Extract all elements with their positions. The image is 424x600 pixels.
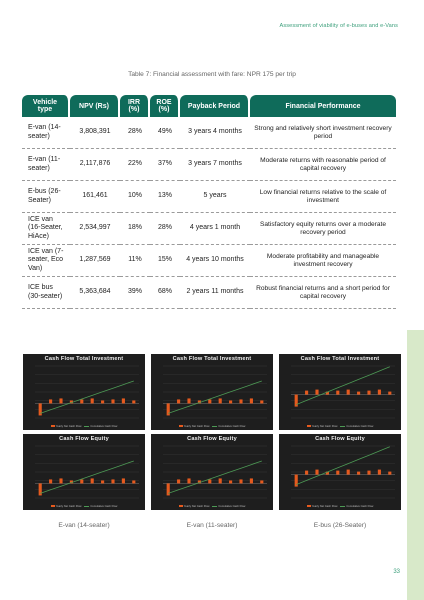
cell-irr: 10%: [120, 181, 150, 213]
cash-flow-bar: [367, 391, 370, 395]
table-row: [22, 117, 396, 149]
cash-flow-bar: [295, 395, 298, 407]
cash-flow-bar: [250, 478, 253, 483]
cumulative-cash-flow-line: [296, 367, 390, 405]
page-number: 33: [393, 569, 400, 575]
table-caption: Table 7: Financial assessment with fare: NPR 175 per trip: [128, 71, 296, 78]
chart-plot: [151, 434, 273, 510]
cell-performance: Moderate returns with reasonable period of capital recovery: [250, 149, 396, 181]
chart-title: Cash Flow Total Investment: [172, 356, 252, 362]
legend-bar-swatch: [307, 425, 311, 427]
cash-flow-bar: [295, 475, 298, 487]
cell-payback: 3 years 4 months: [180, 117, 250, 149]
cell-performance: Low financial returns relative to the scale of investment: [250, 181, 396, 213]
cash-flow-bar: [260, 400, 263, 403]
chart-legend: [151, 425, 273, 428]
legend-line-swatch: [212, 426, 217, 427]
legend-bar-label: Yearly Net Cash Flow: [183, 505, 210, 508]
cumulative-cash-flow-line: [296, 447, 390, 485]
cash-flow-bar: [39, 483, 42, 495]
legend-bar-label: Yearly Net Cash Flow: [55, 505, 82, 508]
header-payback: Payback Period: [180, 95, 250, 117]
legend-line-swatch: [84, 506, 89, 507]
cell-payback: 3 years 7 months: [180, 149, 250, 181]
cell-roe: 68%: [150, 277, 180, 309]
cash-flow-bar: [305, 471, 308, 475]
legend-bar-swatch: [307, 505, 311, 507]
cash-flow-bar: [49, 479, 52, 483]
table-row: [22, 181, 396, 213]
running-head: Assessment of viability of e-buses and e-Vans: [279, 23, 398, 29]
cash-flow-bar: [187, 478, 190, 483]
cell-payback: 4 years 1 month: [180, 213, 250, 245]
cell-performance: Robust financial returns and a short period for capital recovery: [250, 277, 396, 309]
cell-irr: 39%: [120, 277, 150, 309]
legend-bar-label: Yearly Net Cash Flow: [311, 505, 338, 508]
legend-line-swatch: [340, 506, 345, 507]
cash-flow-bar: [187, 398, 190, 403]
chart-panel: [151, 354, 273, 430]
cash-flow-bar: [229, 400, 232, 403]
financial-table: [22, 95, 396, 309]
legend-line-label: Cumulative Cash Flow: [346, 425, 374, 428]
cash-flow-bar: [91, 478, 94, 483]
cell-payback: 4 years 10 months: [180, 245, 250, 277]
chart-title: Cash Flow Total Investment: [44, 356, 124, 362]
header-npv: NPV (Rs): [70, 95, 120, 117]
cash-flow-bar: [177, 399, 180, 403]
cash-flow-bar: [80, 399, 83, 403]
cash-flow-bar: [80, 479, 83, 483]
legend-line-label: Cumulative Cash Flow: [90, 425, 118, 428]
cell-npv: 1,287,569: [70, 245, 120, 277]
legend-bar-swatch: [51, 505, 55, 507]
cell-npv: 2,117,876: [70, 149, 120, 181]
legend-bar-label: Yearly Net Cash Flow: [183, 425, 210, 428]
chart-legend: [279, 505, 401, 508]
cell-irr: 28%: [120, 117, 150, 149]
cash-flow-bar: [59, 478, 62, 483]
cash-flow-bar: [59, 398, 62, 403]
cash-flow-bar: [347, 390, 350, 395]
cash-flow-bar: [49, 399, 52, 403]
cash-flow-bar: [177, 479, 180, 483]
chart-caption: E-bus (26-Seater): [313, 522, 367, 529]
chart-caption: E-van (14-seater): [58, 522, 110, 529]
table-row: [22, 213, 396, 245]
chart-plot: [23, 354, 145, 430]
legend-line-label: Cumulative Cash Flow: [218, 505, 246, 508]
table-row: [22, 245, 396, 277]
cash-flow-bar: [357, 392, 360, 395]
cash-flow-bar: [250, 398, 253, 403]
legend-line-swatch: [212, 506, 217, 507]
cash-flow-bar: [167, 483, 170, 495]
legend-line-swatch: [340, 426, 345, 427]
header-roe: ROE (%): [150, 95, 180, 117]
cell-vehicle-type: E-bus (26-Seater): [22, 181, 70, 213]
legend-bar-swatch: [179, 505, 183, 507]
cash-flow-bar: [111, 399, 114, 403]
header-vehicle-type: Vehicle type: [22, 95, 70, 117]
cash-flow-bar: [305, 391, 308, 395]
cell-npv: 3,808,391: [70, 117, 120, 149]
cash-flow-bar: [388, 392, 391, 395]
cash-flow-bar: [347, 470, 350, 475]
cell-roe: 13%: [150, 181, 180, 213]
table-row: [22, 149, 396, 181]
cumulative-cash-flow-line: [168, 381, 262, 413]
cell-irr: 18%: [120, 213, 150, 245]
cash-flow-bar: [132, 400, 135, 403]
header-performance: Financial Performance: [250, 95, 396, 117]
cell-roe: 15%: [150, 245, 180, 277]
cumulative-cash-flow-line: [168, 461, 262, 493]
chart-legend: [279, 425, 401, 428]
legend-bar-label: Yearly Net Cash Flow: [55, 425, 82, 428]
table-header-row: [22, 95, 396, 117]
chart-legend: [151, 505, 273, 508]
cell-irr: 22%: [120, 149, 150, 181]
cell-performance: Satisfactory equity returns over a moderate recovery period: [250, 213, 396, 245]
cell-npv: 5,363,684: [70, 277, 120, 309]
cell-vehicle-type: ICE van (7-seater, Eco Van): [22, 245, 70, 277]
cell-roe: 49%: [150, 117, 180, 149]
cash-flow-bar: [315, 390, 318, 395]
cell-roe: 28%: [150, 213, 180, 245]
table-row: [22, 277, 396, 309]
cell-payback: 5 years: [180, 181, 250, 213]
cash-flow-bar: [378, 470, 381, 475]
legend-bar-swatch: [51, 425, 55, 427]
cash-flow-bar: [132, 480, 135, 483]
cell-vehicle-type: ICE van (16-Seater, HiAce): [22, 213, 70, 245]
cell-npv: 161,461: [70, 181, 120, 213]
cash-flow-bar: [122, 398, 125, 403]
cash-flow-bar: [388, 472, 391, 475]
cell-payback: 2 years 11 months: [180, 277, 250, 309]
chart-panel: [279, 354, 401, 430]
cell-performance: Moderate profitability and manageable investment recovery: [250, 245, 396, 277]
cash-flow-bar: [315, 470, 318, 475]
cash-flow-bar: [167, 403, 170, 415]
cell-performance: Strong and relatively short investment recovery period: [250, 117, 396, 149]
cell-irr: 11%: [120, 245, 150, 277]
chart-plot: [23, 434, 145, 510]
legend-bar-label: Yearly Net Cash Flow: [311, 425, 338, 428]
chart-plot: [279, 354, 401, 430]
cash-flow-bar: [336, 471, 339, 475]
chart-title: Cash Flow Equity: [187, 436, 237, 442]
chart-legend: [23, 425, 145, 428]
cash-flow-bar: [229, 480, 232, 483]
chart-panel: [23, 354, 145, 430]
cell-roe: 37%: [150, 149, 180, 181]
legend-line-label: Cumulative Cash Flow: [218, 425, 246, 428]
cumulative-cash-flow-line: [40, 381, 134, 413]
cell-vehicle-type: E-van (14-seater): [22, 117, 70, 149]
chart-title: Cash Flow Equity: [315, 436, 365, 442]
chart-title: Cash Flow Total Investment: [300, 356, 380, 362]
cash-flow-bar: [208, 479, 211, 483]
cumulative-cash-flow-line: [40, 461, 134, 493]
cash-flow-bar: [239, 399, 242, 403]
legend-line-label: Cumulative Cash Flow: [90, 505, 118, 508]
header-irr: IRR (%): [120, 95, 150, 117]
cash-flow-charts: [23, 354, 401, 510]
cash-flow-bar: [378, 390, 381, 395]
cash-flow-bar: [91, 398, 94, 403]
legend-line-swatch: [84, 426, 89, 427]
cell-npv: 2,534,997: [70, 213, 120, 245]
cash-flow-bar: [101, 400, 104, 403]
chart-panel: [23, 434, 145, 510]
legend-bar-swatch: [179, 425, 183, 427]
chart-panel: [151, 434, 273, 510]
cell-vehicle-type: E-van (11-seater): [22, 149, 70, 181]
cash-flow-bar: [336, 391, 339, 395]
cell-vehicle-type: ICE bus (30-seater): [22, 277, 70, 309]
cash-flow-bar: [101, 480, 104, 483]
chart-title: Cash Flow Equity: [59, 436, 109, 442]
chart-legend: [23, 505, 145, 508]
cash-flow-bar: [219, 398, 222, 403]
cash-flow-bar: [260, 480, 263, 483]
cash-flow-bar: [239, 479, 242, 483]
chart-panel: [279, 434, 401, 510]
cash-flow-bar: [208, 399, 211, 403]
cash-flow-bar: [219, 478, 222, 483]
cash-flow-bar: [122, 478, 125, 483]
cash-flow-bar: [111, 479, 114, 483]
chart-plot: [151, 354, 273, 430]
chart-caption: E-van (11-seater): [186, 522, 238, 529]
legend-line-label: Cumulative Cash Flow: [346, 505, 374, 508]
chart-plot: [279, 434, 401, 510]
side-decoration-bar: [407, 330, 424, 600]
cash-flow-bar: [367, 471, 370, 475]
cash-flow-bar: [39, 403, 42, 415]
cash-flow-bar: [357, 472, 360, 475]
